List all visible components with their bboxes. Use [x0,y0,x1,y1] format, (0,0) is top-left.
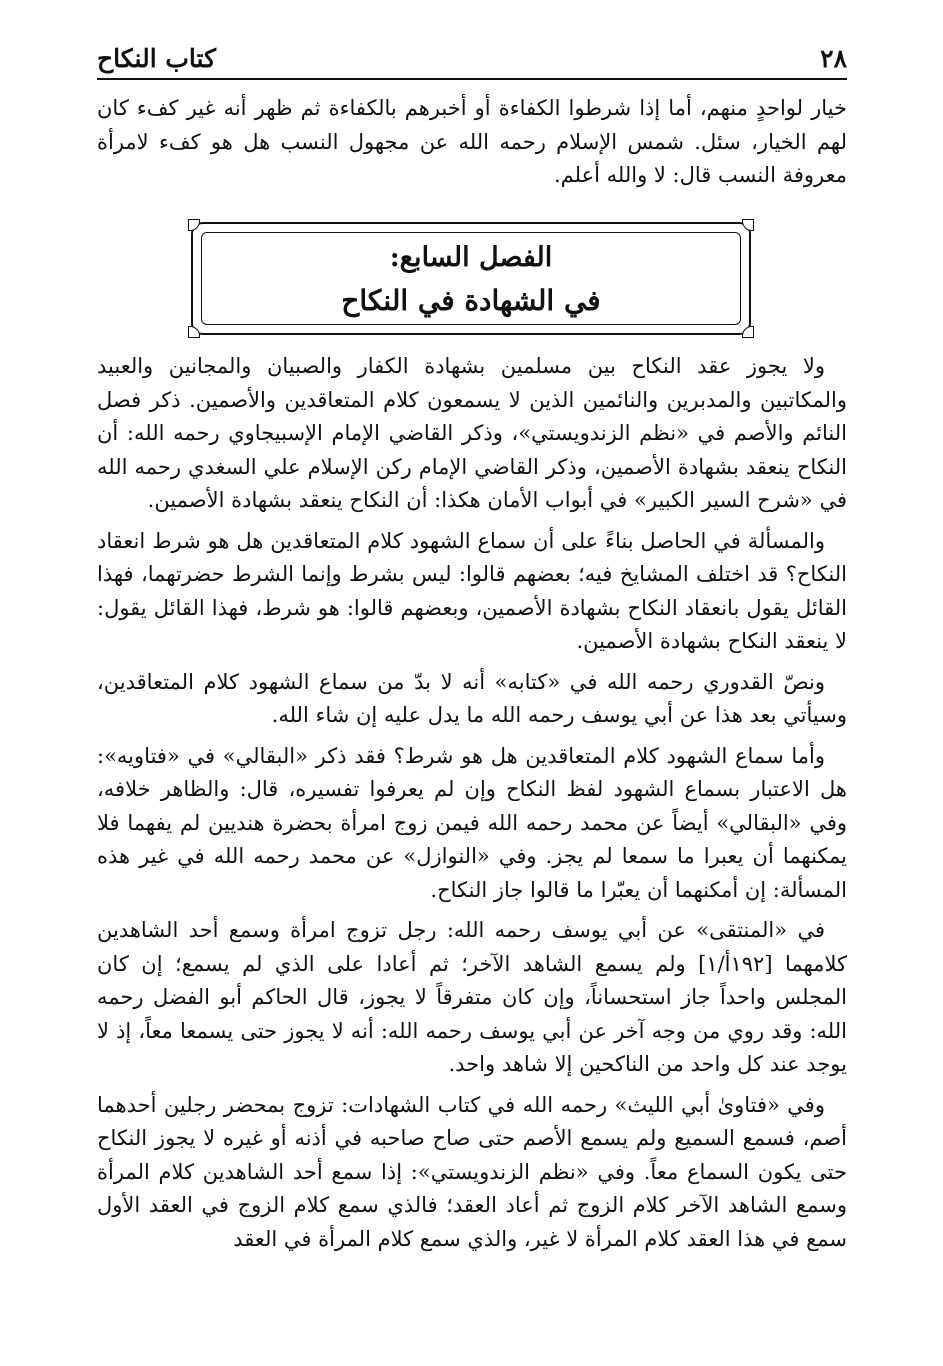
chapter-heading-box [191,222,751,335]
page-number: ٢٨ [820,44,847,73]
paragraph: في «المنتقى» عن أبي يوسف رحمه الله: رجل تزوج امرأة وسمع أحد الشاهدين كلامهما [١٩٢أ/١] ولم يسمع الشاهد الآخر؛ ثم أعادا على الذي لم يسمع؛ إن كان المجلس واحداً جاز استحساناً، وإن كان متفرقاً لا يجوز، قال الحاكم أبو الفضل رحمه الله: وقد روي من وجه آخر عن أبي يوسف رحمه الله: أنه لا يجوز حتى يسمعا معاً، إذ لا يوجد عند كل واحد من الناكحين إلا شاهد واحد. [97,918,847,1076]
intro-paragraph: خيار لواحدٍ منهم، أما إذا شرطوا الكفاءة أو أخبرهم بالكفاءة ثم ظهر أنه غير كفء كان لهم الخيار، سئل. شمس الإسلام رحمه الله عن مجهول النسب هل هو كفء لامرأة معروفة النسب قال: لا والله أعلم. [97,96,847,187]
frame-corner-ornament [742,326,754,338]
frame-corner-ornament [188,219,200,231]
paragraph: والمسألة في الحاصل بناءً على أن سماع الشهود كلام المتعاقدين هل هو شرط انعقاد النكاح؟ قد اختلف المشايخ فيه؛ بعضهم قالوا: ليس بشرط وإنما الشرط حضرتهما، فهذا القائل يقول بانعقاد النكاح بشهادة الأصمين، وبعضهم قالوا: هو شرط، فهذا القائل يقول: لا ينعقد النكاح بشهادة الأصمين. [97,528,847,653]
paragraph: وفي «فتاوىٰ أبي الليث» رحمه الله في كتاب الشهادات: تزوج بمحضر رجلين أحدهما أصم، فسمع السميع ولم يسمع الأصم حتى صاح صاحبه في أذنه أو غيره لا يجوز النكاح حتى يكون السماع معاً. وفي «نظم الزندويستي»: إذا سمع أحد الشاهدين كلام المرأة وسمع الشاهد الآخر كلام الزوج ثم أعاد العقد؛ فالذي سمع كلام الزوج في العقد الأول سمع في هذا العقد كلام المرأة لا غير، والذي سمع كلام المرأة في العقد [97,1092,847,1251]
frame-corner-ornament [188,326,200,338]
chapter-label: الفصل السابع: [389,242,553,273]
paragraph: وأما سماع الشهود كلام المتعاقدين هل هو شرط؟ فقد ذكر «البقالي» في «فتاويه»: هل الاعتبار بسماع الشهود لفظ النكاح وإن لم يعرفوا تفسيره، قال: والظاهر خلافه، وفي «البقالي» أيضاً عن محمد رحمه الله فيمن زوج امرأة بحضرة هنديين لم يفهما فلا يمكنهما أن يعبرا ما سمعا لم يجز. وفي «النوازل» عن محمد رحمه الله في غير هذه المسألة: إن أمكنهما أن يعبّرا ما قالوا جاز النكاح. [97,743,847,902]
main-text [97,350,847,1263]
paragraph: ولا يجوز عقد النكاح بين مسلمين بشهادة الكفار والصبيان والمجانين والعبيد والمكاتبين والمدبرين والنائمين الذين لا يسمعون كلام المتعاقدين والأصمين. ذكر فصل النائم والأصم في «نظم الزندويستي»، وذكر القاضي الإمام الإسبيجاوي رحمه الله: أن النكاح ينعقد بشهادة الأصمين، وذكر القاضي الإمام ركن الإسلام علي السغدي رحمه الله في «شرح السير الكبير» في أبواب الأمان هكذا: أن النكاح ينعقد بشهادة الأصمين. [97,354,847,512]
frame-corner-ornament [742,219,754,231]
paragraph: ونصّ القدوري رحمه الله في «كتابه» أنه لا بدّ من سماع الشهود كلام المتعاقدين، وسيأتي بعد هذا عن أبي يوسف رحمه الله ما يدل عليه إن شاء الله. [97,669,847,727]
intro-section [97,92,847,200]
running-header [97,38,847,80]
book-title: كتاب النكاح [97,44,216,73]
chapter-title: في الشهادة في النكاح [341,284,601,317]
